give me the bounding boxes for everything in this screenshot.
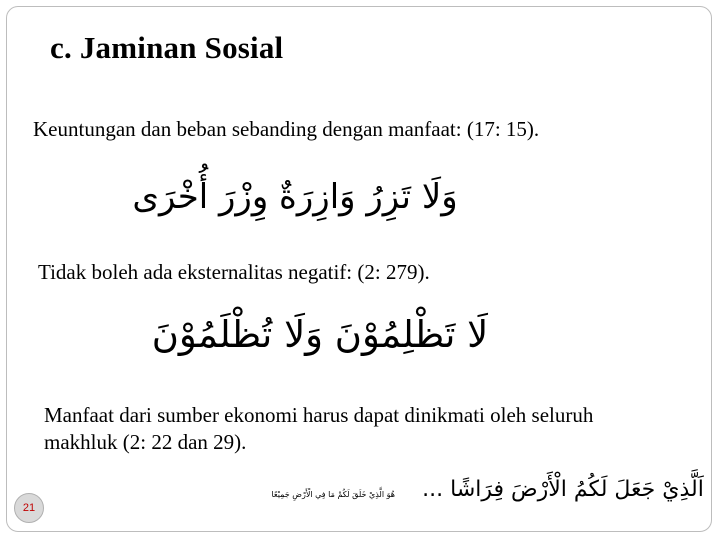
slide-title: c. Jaminan Sosial	[50, 30, 284, 65]
point-3-text-line-1: Manfaat dari sumber ekonomi harus dapat dinikmati oleh seluruh	[44, 403, 594, 427]
point-1-text: Keuntungan dan beban sebanding dengan manfaat: (17: 15).	[33, 117, 540, 141]
point-3-arabic-verse-left: هُوَ الَّذِيْ خَلَقَ لَكُمْ مَا فِي الْأَرْضِ جَمِيْعًا	[271, 490, 395, 499]
page-number-badge: 21	[14, 493, 44, 523]
point-2-text: Tidak boleh ada eksternalitas negatif: (2: 279).	[38, 260, 430, 284]
point-3-text-line-2: makhluk (2: 22 dan 29).	[44, 430, 247, 454]
point-2-arabic-verse: لَا تَظْلِمُوْنَ وَلَا تُظْلَمُوْنَ	[151, 313, 489, 356]
point-1-arabic-verse: وَلَا تَزِرُ وَازِرَةٌ وِزْرَ أُخْرَى	[132, 177, 458, 217]
point-3-arabic-verse-right: اَلَّذِيْ جَعَلَ لَكُمُ الْأَرْضَ فِرَاشًا ...	[422, 477, 704, 502]
point-3-text	[44, 402, 593, 456]
